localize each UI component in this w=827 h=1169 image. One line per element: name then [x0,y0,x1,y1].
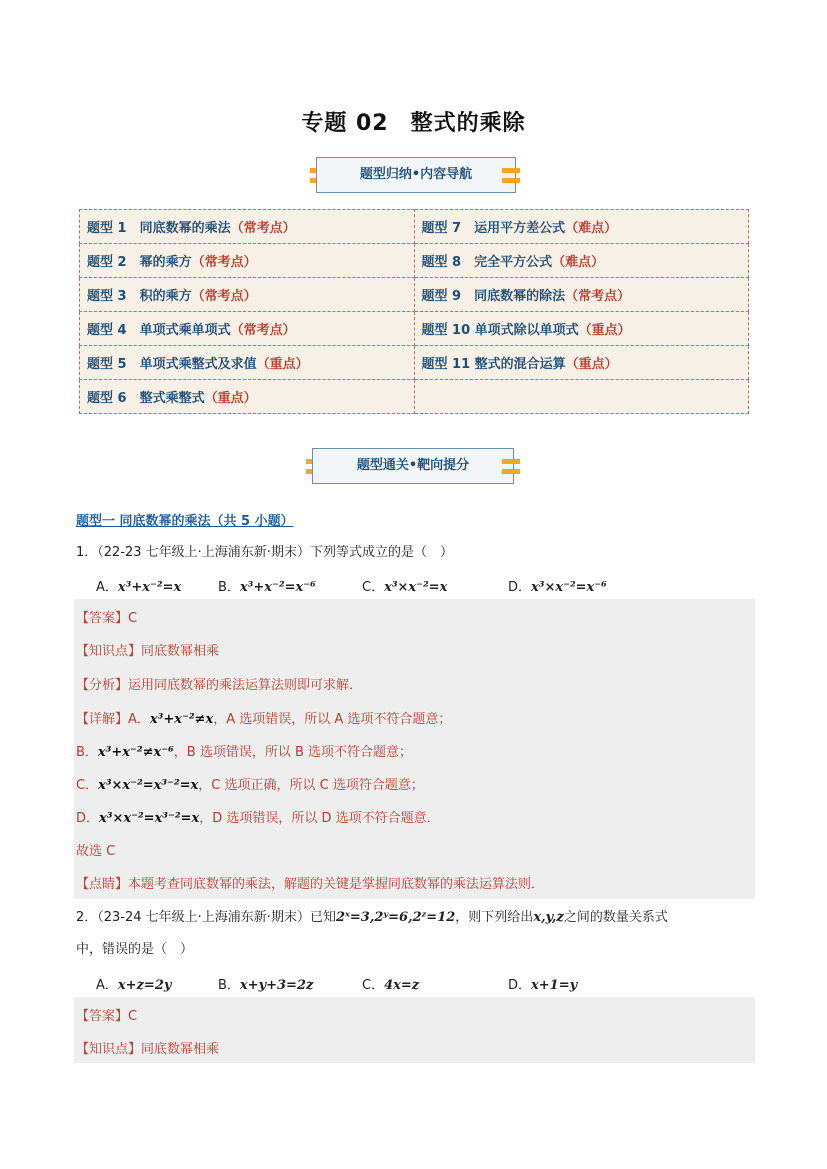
option-label: B． [218,978,240,993]
nav-difficulty: （重点） [204,391,257,406]
page-title-number: 专题 02 [301,111,389,136]
option-expression: x³+x⁻²=x⁻⁶ [239,580,316,595]
nav-row [80,210,749,244]
stem-expression: 2ˣ=3,2ʸ=6,2ᶻ=12 [335,910,456,925]
nav-cell[interactable] [80,278,415,312]
nav-cell[interactable] [414,346,749,380]
detail-expression: x³×x⁻²=x³⁻²=x [99,811,200,826]
nav-topic: 题型 8 完全平方公式 [421,255,553,270]
analysis: 【分析】运用同底数幂的乘法运算法则即可求解． [76,678,363,693]
nav-difficulty: （常考点） [565,289,631,304]
detail-expression: x³×x⁻²=x³⁻²=x [98,778,199,793]
detail-text: B． [76,745,98,760]
banner-label: 题型归纳•内容导航 [316,157,516,193]
detail-b [76,741,412,760]
detail-text: C． [76,778,99,793]
banner-decoration [502,178,520,183]
nav-difficulty: （重点） [565,357,618,372]
nav-row [80,278,749,312]
nav-difficulty: （常考点） [230,221,296,236]
question-2-stem-line2: 中，错误的是（ ） [76,942,194,957]
nav-difficulty: （常考点） [191,255,257,270]
nav-difficulty: （难点） [552,255,605,270]
option-label: B． [218,580,240,595]
banner-label: 题型通关•靶向提分 [312,448,514,484]
detail-d [76,807,440,826]
option-a [96,974,171,993]
nav-topic: 题型 10 单项式除以单项式 [421,323,579,338]
nav-row [80,244,749,278]
choice-conclusion: 故选 C [76,844,116,859]
banner-decoration [502,168,520,173]
knowledge-point: 【知识点】同底数幂相乘 [76,644,220,659]
stem-text: 之间的数量关系式 [563,910,668,925]
nav-topic: 题型 5 单项式乘整式及求值 [87,357,257,372]
option-expression: x³+x⁻²=x [117,580,182,595]
option-label: A． [96,580,118,595]
option-expression: x+y+3=2z [239,978,314,993]
nav-cell[interactable] [80,346,415,380]
stem-text: ，则下列给出 [455,910,534,925]
option-a [96,576,181,595]
option-label: D． [508,580,532,595]
option-expression: x+1=y [531,978,578,993]
nav-cell[interactable] [414,278,749,312]
nav-row [80,380,749,414]
option-label: C． [362,978,385,993]
nav-difficulty: （重点） [578,323,631,338]
detail-text: ，C 选项正确，所以 C 选项符合题意； [198,778,424,793]
nav-difficulty: （难点） [565,221,618,236]
stem-text: 2．（23-24 七年级上·上海浦东新·期末）已知 [76,910,336,925]
nav-row [80,312,749,346]
detail-text: ，B 选项错误，所以 B 选项不符合题意； [173,745,412,760]
nav-topic: 题型 4 单项式乘单项式 [87,323,231,338]
detail-expression: x³+x⁻²≠x [149,712,214,727]
nav-topic: 题型 1 同底数幂的乘法 [87,221,231,236]
nav-difficulty: （常考点） [230,323,296,338]
detail-c [76,774,424,793]
option-c [362,576,447,595]
detail-text: 【详解】A． [76,712,150,727]
nav-topic: 题型 6 整式乘整式 [87,391,205,406]
section-title: 题型一 同底数幂的乘法（共 5 小题） [76,514,294,529]
option-expression: x³×x⁻²=x [384,580,448,595]
nav-cell [414,380,749,414]
option-b [218,974,313,993]
question-2-stem [76,906,668,925]
nav-cell[interactable] [80,380,415,414]
option-b [218,576,316,595]
option-expression: x+z=2y [117,978,172,993]
nav-cell[interactable] [80,312,415,346]
option-label: A． [96,978,118,993]
banner-decoration [502,469,520,474]
detail-text: D． [76,811,100,826]
comment: 【点睛】本题考查同底数幂的乘法，解题的关键是掌握同底数幂的乘法运算法则． [76,877,545,892]
topic-nav-table [79,209,749,414]
option-label: D． [508,978,532,993]
nav-cell[interactable] [414,210,749,244]
detail-expression: x³+x⁻²≠x⁻⁶ [97,745,174,760]
nav-topic: 题型 2 幂的乘方 [87,255,192,270]
option-d [508,974,577,993]
nav-row [80,346,749,380]
option-expression: x³×x⁻²=x⁻⁶ [531,580,607,595]
nav-cell[interactable] [414,244,749,278]
answer: 【答案】C [76,611,138,626]
option-d [508,576,607,595]
nav-difficulty: （常考点） [191,289,257,304]
nav-cell[interactable] [414,312,749,346]
detail-a [76,708,451,727]
detail-text: ，A 选项错误，所以 A 选项不符合题意； [213,712,452,727]
knowledge-point: 【知识点】同底数幂相乘 [76,1042,220,1057]
question-1-stem: 1．（22-23 七年级上·上海浦东新·期末）下列等式成立的是（ ） [76,545,453,560]
detail-text: ，D 选项错误，所以 D 选项不符合题意． [199,811,440,826]
answer: 【答案】C [76,1009,138,1024]
nav-difficulty: （重点） [256,357,309,372]
option-c [362,974,419,993]
nav-topic: 题型 3 积的乘方 [87,289,192,304]
nav-topic: 题型 7 运用平方差公式 [421,221,566,236]
page-title [0,106,827,137]
banner-practice [306,448,520,484]
nav-cell[interactable] [80,210,415,244]
page-title-topic: 整式的乘除 [410,111,526,136]
option-label: C． [362,580,385,595]
nav-cell[interactable] [80,244,415,278]
stem-variables: x,y,z [533,910,564,925]
banner-decoration [502,459,520,464]
nav-topic: 题型 11 整式的混合运算 [421,357,566,372]
question-1-solution [74,599,755,899]
question-2-solution [74,997,755,1063]
nav-topic: 题型 9 同底数幂的除法 [421,289,566,304]
option-expression: 4x=z [384,978,420,993]
banner-content-nav [310,157,520,193]
